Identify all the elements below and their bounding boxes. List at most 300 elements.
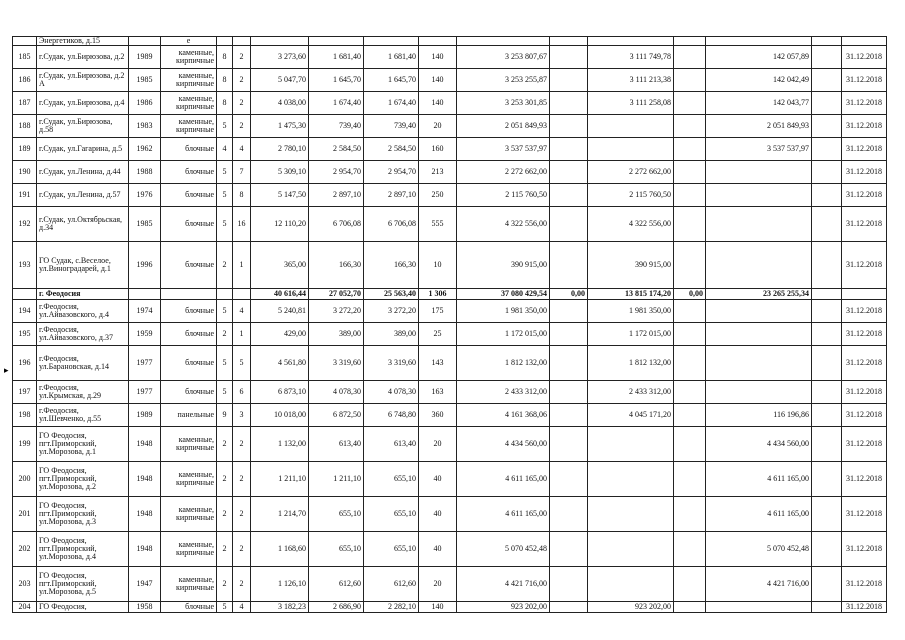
cell-area-residential: 1 211,10 — [309, 462, 364, 497]
cell-address: ГО Феодосия, пгт.Приморский, ул.Морозова, д.3 — [37, 497, 129, 532]
cell-area-total: 365,00 — [251, 242, 309, 289]
table-row — [13, 404, 887, 427]
cell-address: г.Судак, ул.Бирюзова, д.4 — [37, 92, 129, 115]
cell-fund-5 — [812, 462, 842, 497]
cell-fund-5 — [812, 497, 842, 532]
cell-fund-2: 3 111 213,38 — [588, 69, 674, 92]
table-row — [13, 567, 887, 602]
cell-area-living: 1 645,70 — [364, 69, 419, 92]
table-row — [13, 427, 887, 462]
cell-fund-3: 0,00 — [674, 289, 706, 300]
cell-fund-2 — [588, 427, 674, 462]
margin-mark: ▸ — [4, 365, 9, 375]
table-row — [13, 497, 887, 532]
cell-floors: 2 — [217, 497, 233, 532]
cell-date: 31.12.2018 — [842, 300, 887, 323]
cell-fund-4 — [706, 346, 812, 381]
cell-fund-1 — [550, 462, 588, 497]
table-row-fragment — [13, 37, 887, 46]
cell-entrances: 4 — [233, 138, 251, 161]
cell-cost-total: 390 915,00 — [457, 242, 550, 289]
cell-date: 31.12.2018 — [842, 323, 887, 346]
cell-material — [161, 289, 217, 300]
cell-fund-5 — [812, 323, 842, 346]
table-row — [13, 115, 887, 138]
cell-year — [129, 37, 161, 46]
cell-empty — [588, 37, 674, 46]
cell-residents: 143 — [419, 346, 457, 381]
cell-area-living: 166,30 — [364, 242, 419, 289]
cell-address: г.Судак, ул.Бирюзова, д.2 А — [37, 69, 129, 92]
cell-date: 31.12.2018 — [842, 242, 887, 289]
cell-address: г.Судак, ул.Бирюзова, д.58 — [37, 115, 129, 138]
cell-fund-5 — [812, 567, 842, 602]
table-row — [13, 242, 887, 289]
cell-fund-3 — [674, 184, 706, 207]
cell-entrances: 2 — [233, 427, 251, 462]
cell-area-total: 1 214,70 — [251, 497, 309, 532]
cell-year: 1948 — [129, 497, 161, 532]
cell-fund-3 — [674, 427, 706, 462]
cell-entrances: 2 — [233, 46, 251, 69]
cell-address: ГО Феодосия, пгт.Приморский, ул.Морозова, д.4 — [37, 532, 129, 567]
cell-fund-3 — [674, 323, 706, 346]
cell-date: 31.12.2018 — [842, 346, 887, 381]
cell-area-total: 10 018,00 — [251, 404, 309, 427]
table-row — [13, 323, 887, 346]
cell-residents: 140 — [419, 92, 457, 115]
cell-fund-5 — [812, 138, 842, 161]
table-row — [13, 69, 887, 92]
cell-number: 201 — [13, 497, 37, 532]
cell-number: 202 — [13, 532, 37, 567]
table-body — [13, 37, 887, 613]
cell-year: 1974 — [129, 300, 161, 323]
cell-empty — [233, 37, 251, 46]
cell-entrances: 5 — [233, 346, 251, 381]
cell-city-label: г. Феодосия — [37, 289, 129, 300]
cell-residents: 20 — [419, 115, 457, 138]
cell-fund-4: 142 043,77 — [706, 92, 812, 115]
cell-fund-3 — [674, 300, 706, 323]
cell-area-living: 613,40 — [364, 427, 419, 462]
cell-fund-2: 3 111 258,08 — [588, 92, 674, 115]
cell-material: панельные — [161, 404, 217, 427]
cell-number: 187 — [13, 92, 37, 115]
table-row — [13, 138, 887, 161]
cell-cost-total: 4 322 556,00 — [457, 207, 550, 242]
cell-entrances: 3 — [233, 404, 251, 427]
cell-address: г.Феодосия, ул.Айвазовского, д.4 — [37, 300, 129, 323]
cell-floors: 5 — [217, 300, 233, 323]
cell-fund-5 — [812, 184, 842, 207]
cell-area-living: 6 706,08 — [364, 207, 419, 242]
cell-fund-2 — [588, 462, 674, 497]
cell-cost-total: 2 051 849,93 — [457, 115, 550, 138]
registry-table-page — [12, 36, 887, 613]
cell-residents: 1 306 — [419, 289, 457, 300]
cell-date: 31.12.2018 — [842, 92, 887, 115]
cell-date: 31.12.2018 — [842, 207, 887, 242]
cell-entrances: 1 — [233, 323, 251, 346]
cell-fund-4: 4 611 165,00 — [706, 462, 812, 497]
cell-fund-1 — [550, 323, 588, 346]
table-row — [13, 184, 887, 207]
cell-number: 198 — [13, 404, 37, 427]
cell-entrances: 2 — [233, 69, 251, 92]
cell-floors: 5 — [217, 602, 233, 613]
cell-fund-5 — [812, 92, 842, 115]
cell-entrances: 4 — [233, 300, 251, 323]
cell-area-living: 3 272,20 — [364, 300, 419, 323]
cell-fund-2: 923 202,00 — [588, 602, 674, 613]
cell-fund-1: 0,00 — [550, 289, 588, 300]
cell-floors — [217, 289, 233, 300]
cell-residents: 20 — [419, 567, 457, 602]
cell-area-living: 3 319,60 — [364, 346, 419, 381]
cell-material: каменные, кирпичные — [161, 567, 217, 602]
cell-area-residential: 655,10 — [309, 532, 364, 567]
cell-area-living: 655,10 — [364, 462, 419, 497]
cell-fund-5 — [812, 404, 842, 427]
cell-date: 31.12.2018 — [842, 602, 887, 613]
cell-area-total: 40 616,44 — [251, 289, 309, 300]
cell-empty — [706, 37, 812, 46]
cell-fund-1 — [550, 497, 588, 532]
cell-entrances: 6 — [233, 381, 251, 404]
cell-fund-2 — [588, 567, 674, 602]
cell-fund-3 — [674, 404, 706, 427]
cell-year: 1985 — [129, 69, 161, 92]
cell-fund-2: 2 272 662,00 — [588, 161, 674, 184]
cell-fund-4: 4 434 560,00 — [706, 427, 812, 462]
cell-fund-2: 1 812 132,00 — [588, 346, 674, 381]
table-row — [13, 602, 887, 613]
cell-fund-3 — [674, 46, 706, 69]
cell-empty — [812, 37, 842, 46]
cell-fund-4 — [706, 242, 812, 289]
cell-material: каменные, кирпичные — [161, 46, 217, 69]
cell-material: блочные — [161, 207, 217, 242]
cell-area-living: 25 563,40 — [364, 289, 419, 300]
cell-fund-4: 3 537 537,97 — [706, 138, 812, 161]
cell-entrances: 7 — [233, 161, 251, 184]
cell-address: г.Судак, ул.Ленина, д.44 — [37, 161, 129, 184]
cell-area-living: 2 282,10 — [364, 602, 419, 613]
cell-year: 1985 — [129, 207, 161, 242]
table-row — [13, 300, 887, 323]
cell-address: г.Судак, ул.Бирюзова, д.2 — [37, 46, 129, 69]
cell-fund-1 — [550, 161, 588, 184]
cell-cost-total: 4 611 165,00 — [457, 462, 550, 497]
cell-area-total: 3 273,60 — [251, 46, 309, 69]
cell-entrances: 2 — [233, 92, 251, 115]
cell-area-residential: 612,60 — [309, 567, 364, 602]
cell-fund-2 — [588, 532, 674, 567]
cell-date: 31.12.2018 — [842, 462, 887, 497]
cell-area-total: 1 132,00 — [251, 427, 309, 462]
table-row — [13, 532, 887, 567]
cell-area-residential: 27 052,70 — [309, 289, 364, 300]
cell-floors: 2 — [217, 567, 233, 602]
cell-area-total: 6 873,10 — [251, 381, 309, 404]
cell-year: 1989 — [129, 404, 161, 427]
cell-number: 199 — [13, 427, 37, 462]
cell-fund-3 — [674, 138, 706, 161]
cell-fund-3 — [674, 567, 706, 602]
cell-date — [842, 289, 887, 300]
cell-number: 204 — [13, 602, 37, 613]
cell-area-residential: 2 897,10 — [309, 184, 364, 207]
cell-area-total: 5 240,81 — [251, 300, 309, 323]
table-row — [13, 161, 887, 184]
cell-fund-1 — [550, 532, 588, 567]
table-row — [13, 381, 887, 404]
cell-fund-4: 4 421 716,00 — [706, 567, 812, 602]
cell-cost-total: 2 115 760,50 — [457, 184, 550, 207]
cell-floors: 8 — [217, 46, 233, 69]
cell-fund-1 — [550, 242, 588, 289]
cell-number — [13, 37, 37, 46]
cell-area-living: 2 954,70 — [364, 161, 419, 184]
cell-area-living: 1 681,40 — [364, 46, 419, 69]
cell-year: 1962 — [129, 138, 161, 161]
cell-area-total: 1 475,30 — [251, 115, 309, 138]
cell-fund-1 — [550, 207, 588, 242]
cell-fund-2: 13 815 174,20 — [588, 289, 674, 300]
cell-floors: 8 — [217, 69, 233, 92]
cell-date: 31.12.2018 — [842, 567, 887, 602]
cell-fund-4 — [706, 161, 812, 184]
cell-empty — [419, 37, 457, 46]
cell-floors: 5 — [217, 381, 233, 404]
cell-area-total: 5 047,70 — [251, 69, 309, 92]
cell-floors: 2 — [217, 427, 233, 462]
cell-fund-4 — [706, 323, 812, 346]
cell-material: каменные, кирпичные — [161, 115, 217, 138]
cell-area-total: 3 182,23 — [251, 602, 309, 613]
cell-year: 1948 — [129, 462, 161, 497]
cell-area-residential: 1 674,40 — [309, 92, 364, 115]
cell-fund-1 — [550, 69, 588, 92]
cell-area-total: 5 147,50 — [251, 184, 309, 207]
cell-floors: 4 — [217, 138, 233, 161]
cell-entrances: 2 — [233, 532, 251, 567]
cell-area-total: 12 110,20 — [251, 207, 309, 242]
cell-number: 203 — [13, 567, 37, 602]
cell-fund-5 — [812, 207, 842, 242]
cell-area-living: 655,10 — [364, 532, 419, 567]
cell-fund-2: 4 045 171,20 — [588, 404, 674, 427]
cell-area-residential: 2 584,50 — [309, 138, 364, 161]
cell-empty — [217, 37, 233, 46]
cell-fund-5 — [812, 161, 842, 184]
cell-address: ГО Судак, с.Веселое, ул.Виноградарей, д.1 — [37, 242, 129, 289]
cell-year: 1947 — [129, 567, 161, 602]
cell-entrances: 2 — [233, 567, 251, 602]
cell-area-living: 1 674,40 — [364, 92, 419, 115]
cell-residents: 175 — [419, 300, 457, 323]
cell-area-total: 4 561,80 — [251, 346, 309, 381]
cell-fund-1 — [550, 427, 588, 462]
cell-area-total: 4 038,00 — [251, 92, 309, 115]
cell-residents: 40 — [419, 497, 457, 532]
cell-fund-5 — [812, 602, 842, 613]
cell-year: 1989 — [129, 46, 161, 69]
cell-number: 191 — [13, 184, 37, 207]
cell-number: 197 — [13, 381, 37, 404]
cell-area-living: 2 897,10 — [364, 184, 419, 207]
cell-area-residential: 613,40 — [309, 427, 364, 462]
cell-number: 189 — [13, 138, 37, 161]
cell-fund-1 — [550, 346, 588, 381]
cell-date: 31.12.2018 — [842, 69, 887, 92]
cell-fund-1 — [550, 46, 588, 69]
cell-material: блочные — [161, 242, 217, 289]
cell-fund-5 — [812, 381, 842, 404]
cell-year: 1948 — [129, 532, 161, 567]
table-row — [13, 207, 887, 242]
cell-area-residential: 6 706,08 — [309, 207, 364, 242]
cell-fund-1 — [550, 381, 588, 404]
cell-cost-total: 2 272 662,00 — [457, 161, 550, 184]
cell-fund-4: 2 051 849,93 — [706, 115, 812, 138]
cell-fund-4 — [706, 602, 812, 613]
cell-floors: 9 — [217, 404, 233, 427]
cell-residents: 250 — [419, 184, 457, 207]
cell-entrances: 1 — [233, 242, 251, 289]
cell-fund-4: 4 611 165,00 — [706, 497, 812, 532]
table-row — [13, 92, 887, 115]
cell-fund-3 — [674, 92, 706, 115]
cell-entrances: 2 — [233, 497, 251, 532]
cell-cost-total: 3 253 807,67 — [457, 46, 550, 69]
cell-fund-1 — [550, 300, 588, 323]
cell-fund-5 — [812, 69, 842, 92]
cell-number: 200 — [13, 462, 37, 497]
cell-fund-1 — [550, 602, 588, 613]
cell-floors: 8 — [217, 92, 233, 115]
cell-fund-1 — [550, 92, 588, 115]
cell-material: блочные — [161, 138, 217, 161]
cell-material: каменные, кирпичные — [161, 92, 217, 115]
cell-area-living: 4 078,30 — [364, 381, 419, 404]
cell-date: 31.12.2018 — [842, 138, 887, 161]
cell-fund-2: 3 111 749,78 — [588, 46, 674, 69]
cell-address: ГО Феодосия, пгт.Приморский, ул.Морозова, д.2 — [37, 462, 129, 497]
cell-fund-3 — [674, 115, 706, 138]
cell-area-total: 2 780,10 — [251, 138, 309, 161]
cell-fund-1 — [550, 404, 588, 427]
cell-residents: 25 — [419, 323, 457, 346]
cell-address: г.Судак, ул.Гагарина, д.5 — [37, 138, 129, 161]
cell-address: г.Феодосия, ул.Шевченко, д.55 — [37, 404, 129, 427]
cell-floors: 2 — [217, 242, 233, 289]
cell-address: ГО Феодосия, пгт.Приморский, ул.Морозова, д.1 — [37, 427, 129, 462]
cell-fund-2: 1 172 015,00 — [588, 323, 674, 346]
cell-fund-5 — [812, 242, 842, 289]
cell-year: 1948 — [129, 427, 161, 462]
cell-fund-2 — [588, 497, 674, 532]
cell-residents: 213 — [419, 161, 457, 184]
cell-year: 1986 — [129, 92, 161, 115]
cell-area-residential: 3 319,60 — [309, 346, 364, 381]
cell-fund-2: 1 981 350,00 — [588, 300, 674, 323]
cell-area-residential: 4 078,30 — [309, 381, 364, 404]
cell-cost-total: 4 421 716,00 — [457, 567, 550, 602]
cell-cost-total: 3 537 537,97 — [457, 138, 550, 161]
housing-registry-table — [12, 36, 887, 613]
cell-fund-5 — [812, 115, 842, 138]
cell-floors: 5 — [217, 346, 233, 381]
cell-fund-4: 23 265 255,34 — [706, 289, 812, 300]
cell-fund-3 — [674, 346, 706, 381]
cell-residents: 160 — [419, 138, 457, 161]
cell-area-residential: 6 872,50 — [309, 404, 364, 427]
cell-entrances: 4 — [233, 602, 251, 613]
cell-number: 193 — [13, 242, 37, 289]
cell-cost-total: 3 253 255,87 — [457, 69, 550, 92]
cell-address: Энергетиков, д.15 — [37, 37, 129, 46]
cell-fund-2 — [588, 115, 674, 138]
cell-area-total: 1 126,10 — [251, 567, 309, 602]
cell-floors: 5 — [217, 184, 233, 207]
cell-cost-total: 4 611 165,00 — [457, 497, 550, 532]
cell-fund-3 — [674, 462, 706, 497]
cell-material: каменные, кирпичные — [161, 532, 217, 567]
cell-entrances: 2 — [233, 462, 251, 497]
cell-number: 194 — [13, 300, 37, 323]
cell-year: 1988 — [129, 161, 161, 184]
cell-area-total: 1 211,10 — [251, 462, 309, 497]
cell-date: 31.12.2018 — [842, 404, 887, 427]
cell-area-total: 1 168,60 — [251, 532, 309, 567]
cell-fund-4 — [706, 381, 812, 404]
cell-empty — [251, 37, 309, 46]
cell-cost-total: 1 812 132,00 — [457, 346, 550, 381]
cell-year: 1959 — [129, 323, 161, 346]
cell-residents: 555 — [419, 207, 457, 242]
cell-area-residential: 1 681,40 — [309, 46, 364, 69]
cell-cost-total: 4 161 368,06 — [457, 404, 550, 427]
cell-number: 188 — [13, 115, 37, 138]
cell-area-total: 429,00 — [251, 323, 309, 346]
cell-date: 31.12.2018 — [842, 497, 887, 532]
cell-material: блочные — [161, 346, 217, 381]
cell-cost-total: 1 981 350,00 — [457, 300, 550, 323]
cell-fund-5 — [812, 346, 842, 381]
cell-address: г.Судак, ул.Ленина, д.57 — [37, 184, 129, 207]
cell-year: 1996 — [129, 242, 161, 289]
cell-area-living: 739,40 — [364, 115, 419, 138]
cell-floors: 5 — [217, 115, 233, 138]
cell-cost-total: 1 172 015,00 — [457, 323, 550, 346]
cell-year: 1958 — [129, 602, 161, 613]
cell-address: г.Феодосия, ул.Крымская, д.29 — [37, 381, 129, 404]
cell-residents: 40 — [419, 462, 457, 497]
cell-cost-total: 4 434 560,00 — [457, 427, 550, 462]
cell-fund-3 — [674, 161, 706, 184]
cell-fund-5 — [812, 427, 842, 462]
cell-area-living: 2 584,50 — [364, 138, 419, 161]
cell-fund-4: 116 196,86 — [706, 404, 812, 427]
cell-cost-total: 923 202,00 — [457, 602, 550, 613]
cell-fund-3 — [674, 242, 706, 289]
cell-address: г.Феодосия, ул.Айвазовского, д.37 — [37, 323, 129, 346]
cell-fund-2: 2 433 312,00 — [588, 381, 674, 404]
table-row — [13, 462, 887, 497]
cell-fund-1 — [550, 138, 588, 161]
